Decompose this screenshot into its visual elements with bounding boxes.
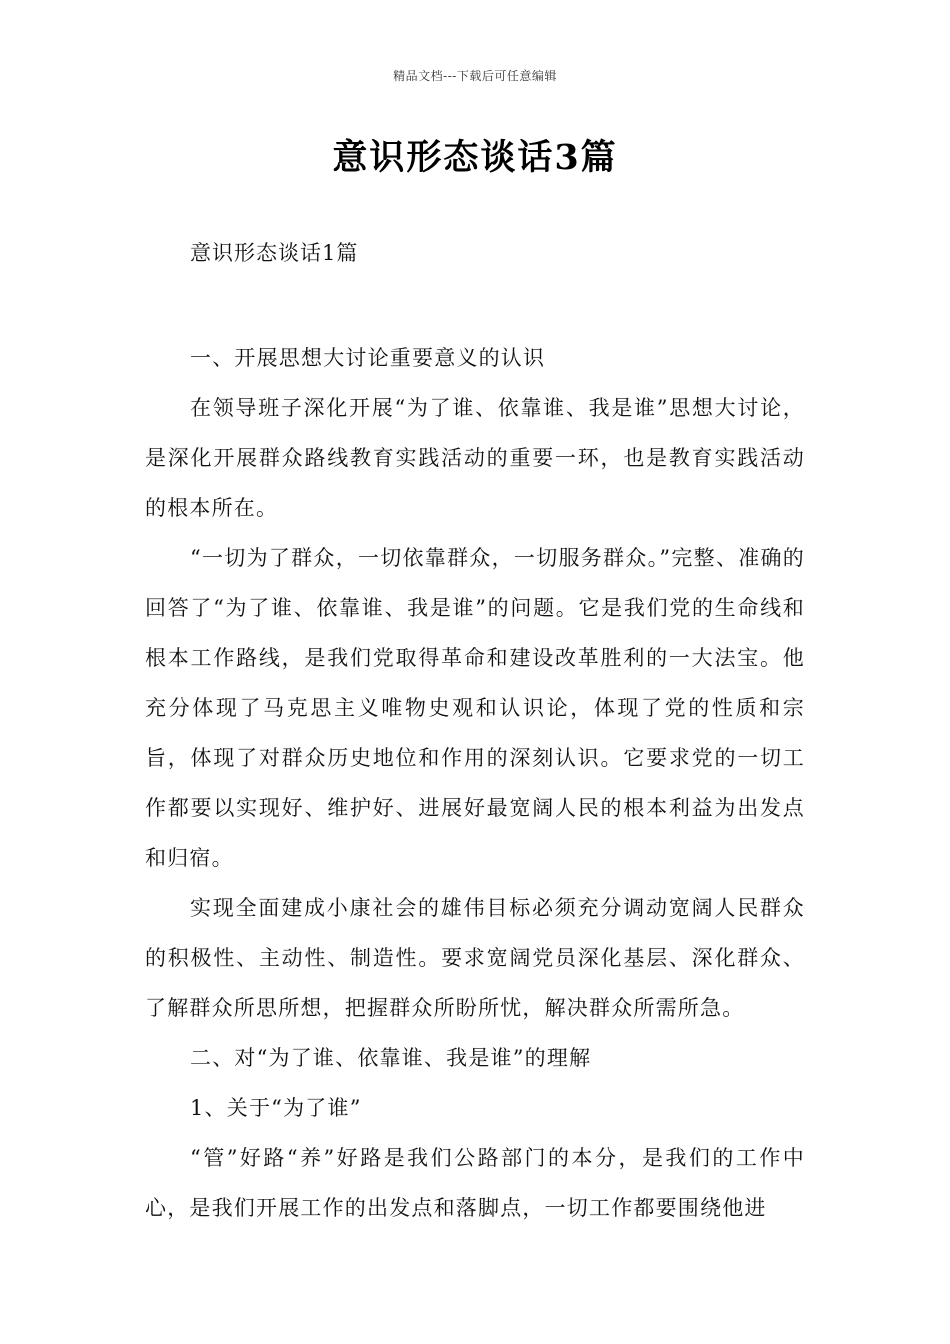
document-subtitle: 意识形态谈话1篇 (190, 241, 359, 265)
document-body (145, 333, 805, 1233)
paragraph: 实现全面建成小康社会的雄伟目标必须充分调动宽阔人民群众的积极性、主动性、制造性。要求宽阔党员深化基层、深化群众、了解群众所思所想，把握群众所盼所忧，解决群众所需所急。 (145, 896, 805, 1020)
document-title: 意识形态谈话3篇 (332, 137, 618, 178)
paragraph-heading-1: 一、开展思想大讨论重要意义的认识 (190, 346, 546, 370)
paragraph: “管”好路“养”好路是我们公路部门的本分，是我们的工作中心，是我们开展工作的出发点和落脚点，一切工作都要围绕他进 (145, 1146, 805, 1220)
paragraph: 在领导班子深化开展“为了谁、依靠谁、我是谁”思想大讨论，是深化开展群众路线教育实践活动的重要一环，也是教育实践活动的根本所在。 (145, 396, 805, 520)
header-note: 精品文档---下载后可任意编辑 (393, 69, 557, 83)
paragraph: “一切为了群众，一切依靠群众，一切服务群众。”完整、准确的回答了“为了谁、依靠谁、我是谁”的问题。它是我们党的生命线和根本工作路线，是我们党取得革命和建设改革胜利的一大法宝。他充分体现了马克思主义唯物史观和认识论，体现了党的性质和宗旨，体现了对群众历史地位和作用的深刻认识。它要求党的一切工作都要以实现好、维护好、进展好最宽阔人民的根本利益为出发点和归宿。 (145, 546, 805, 870)
paragraph-heading-2: 二、对“为了谁、依靠谁、我是谁”的理解 (190, 1046, 592, 1070)
paragraph-subheading: 1、关于“为了谁” (190, 1096, 362, 1120)
